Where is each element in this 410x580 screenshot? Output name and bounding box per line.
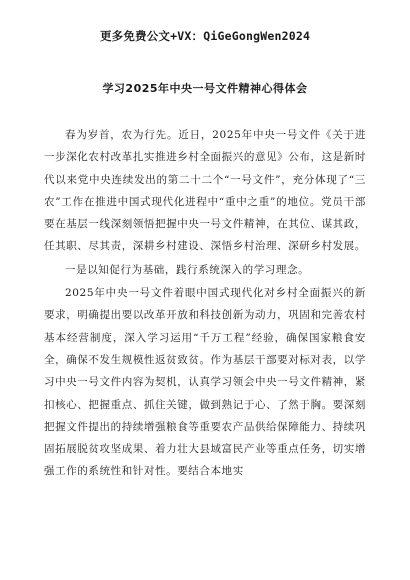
- header-note: 更多免费公文+VX：QiGeGongWen2024: [99, 29, 311, 43]
- paragraph-heading-one: 一是以知促行为基础，践行系统深入的学习理念。: [65, 263, 310, 276]
- document-title: 学习2025年中央一号文件精神心得体会: [102, 82, 308, 95]
- document-body: [44, 124, 366, 483]
- paragraph-intro: 春为岁首，农为行先。近日，2025年中央一号文件《关于进一步深化农村改革扎实推进乡村全面振兴的意见》公布，这是新时代以来党中央连续发出的第二十二个“一号文件”，充分体现了“三农”工作在推进中国式现代化进程中“重中之重”的地位。党员干部要在基层一线深刻领悟把握中央一号文件精神，在其位、谋其政，任其职、尽其责，深耕乡村建设、深悟乡村治理、深研乡村发展。: [44, 129, 366, 253]
- paragraph-study: 2025年中央一号文件着眼中国式现代化对乡村全面振兴的新要求，明确提出要以改革开放和科技创新为动力，巩固和完善农村基本经营制度，深入学习运用“千万工程”经验，确保国家粮食安全，确保不发生规模性返贫致贫。作为基层干部要对标对表，以学习中央一号文件内容为契机，认真学习领会中央一号文件精神，紧扣核心、把握重点、抓住关键，做到熟记于心、了然于胸。要深刻把握文件提出的持续增强粮食等重要农产品供给保障能力、持续巩固拓展脱贫攻坚成果、着力壮大县域富民产业等重点任务，切实增强工作的系统性和针对性。要结合本地实: [44, 287, 366, 478]
